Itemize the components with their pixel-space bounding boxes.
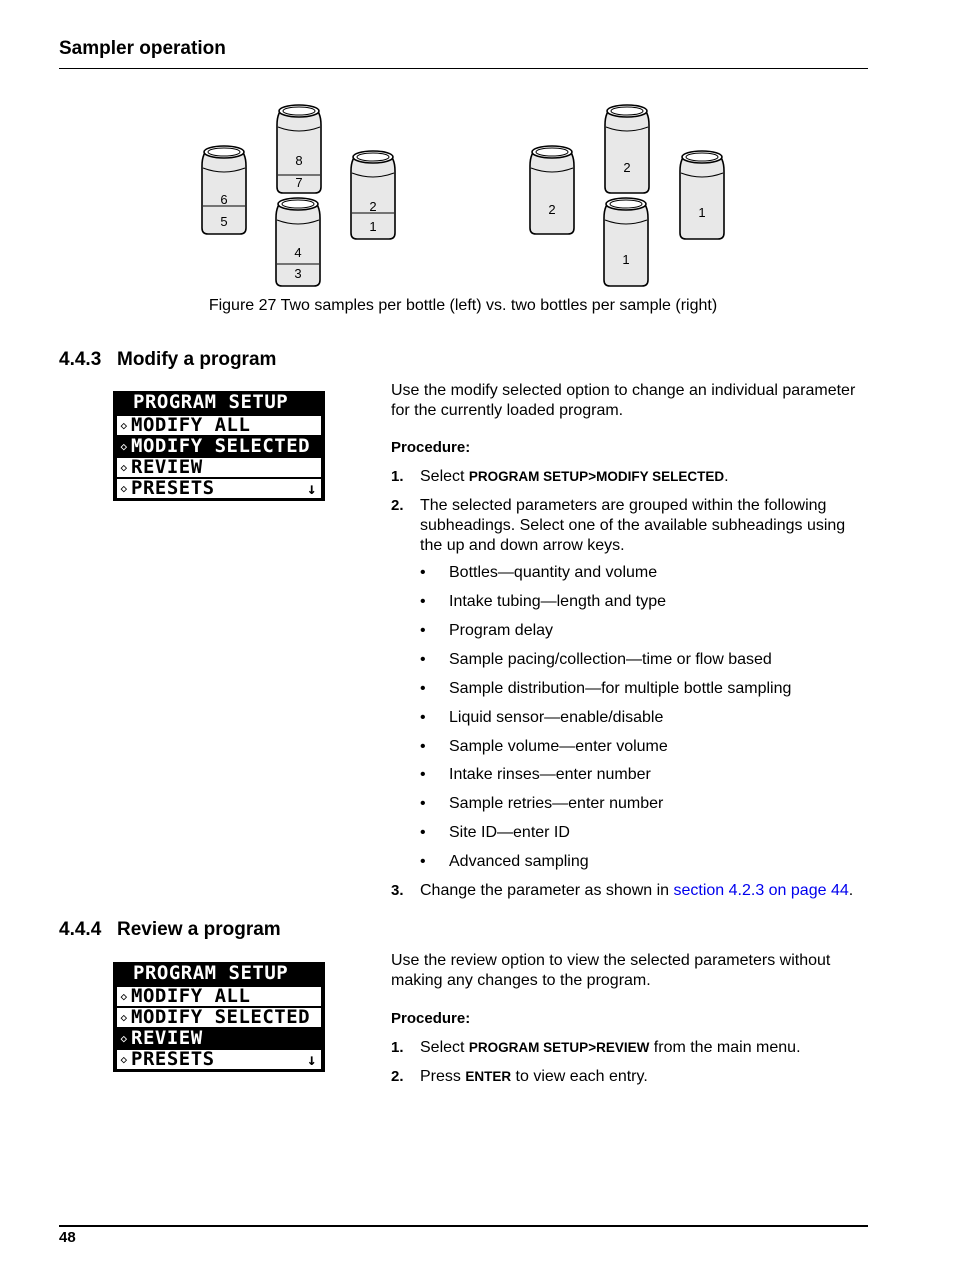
- section-heading-443: [59, 349, 276, 371]
- lcd-option-modify-selected: ◇ MODIFY SELECTED: [117, 437, 321, 456]
- lcd-option-modify-all: ◇ MODIFY ALL: [117, 987, 321, 1006]
- diamond-icon: ◇: [120, 482, 128, 495]
- lcd-option-modify-selected: ◇ MODIFY SELECTED: [117, 1008, 321, 1027]
- arrow-down-icon: ↓: [306, 479, 317, 498]
- page-number: 48: [59, 1229, 76, 1246]
- step-1: 1. Select PROGRAM SETUP>MODIFY SELECTED.: [391, 468, 729, 485]
- header-rule: [59, 68, 868, 69]
- bottle-left-1: [202, 146, 246, 234]
- bottle-left-4: [351, 151, 395, 239]
- bottle-label: 2: [369, 199, 377, 214]
- bottle-label: 7: [295, 175, 303, 190]
- intro-paragraph-444: Use the review option to view the selected parameters without making any changes to the program.: [391, 952, 831, 989]
- lcd-screen-modify: [113, 391, 325, 501]
- bullet-item: • Intake rinses—enter number: [420, 766, 651, 783]
- bullet-item: • Sample distribution—for multiple bottle sampling: [420, 680, 792, 697]
- bullet-item: • Program delay: [420, 622, 554, 639]
- step-2: 2. The selected parameters are grouped within the following subheadings. Select one of the available subheadings using the up and down arrow keys.: [391, 497, 846, 554]
- footer-rule: [59, 1225, 868, 1227]
- bottle-label: 1: [622, 252, 630, 267]
- intro-paragraph-443: Use the modify selected option to change an individual parameter for the currently loaded program.: [391, 382, 856, 419]
- diamond-icon: ◇: [120, 990, 128, 1003]
- section-title: Review a program: [117, 919, 281, 940]
- bottle-label: 1: [369, 219, 377, 234]
- bottle-right-3: [604, 198, 648, 286]
- section-title: Modify a program: [117, 349, 277, 370]
- bottle-label: 8: [295, 153, 303, 168]
- diamond-icon: ◇: [120, 1032, 128, 1045]
- procedure-label: Procedure:: [391, 1010, 471, 1027]
- bottle-label: 6: [220, 192, 228, 207]
- diamond-icon: ◇: [120, 461, 128, 474]
- diamond-icon: ◇: [120, 440, 128, 453]
- procedure-label: Procedure:: [391, 439, 471, 456]
- arrow-down-icon: ↓: [306, 1050, 317, 1069]
- lcd-option-review: ◇ REVIEW: [117, 458, 321, 477]
- diamond-icon: ◇: [120, 419, 128, 432]
- step-2: 2. Press ENTER to view each entry.: [391, 1068, 648, 1085]
- bullet-item: • Site ID—enter ID: [420, 824, 570, 841]
- bottle-label: 3: [294, 266, 302, 281]
- bottle-label: 2: [548, 202, 556, 217]
- figure-caption: Figure 27 Two samples per bottle (left) vs. two bottles per sample (right): [208, 297, 718, 314]
- bottle-figure: [190, 98, 750, 294]
- lcd-screen-review: [113, 962, 325, 1072]
- bottle-label: 1: [698, 205, 706, 220]
- bullet-item: • Sample retries—enter number: [420, 795, 664, 812]
- diamond-icon: ◇: [120, 1053, 128, 1066]
- bottle-label: 2: [623, 160, 631, 175]
- bottle-left-2: [277, 105, 321, 193]
- bottle-right-2: [605, 105, 649, 193]
- bottle-right-1: [530, 146, 574, 234]
- bullet-item: • Bottles—quantity and volume: [420, 564, 658, 581]
- section-number: 4.4.3: [59, 349, 102, 370]
- bottle-right-4: [680, 151, 724, 239]
- lcd-title: PROGRAM SETUP: [133, 962, 289, 984]
- lcd-option-review: ◇ REVIEW: [117, 1029, 321, 1048]
- bullet-item: • Sample pacing/collection—time or flow based: [420, 651, 772, 668]
- bullet-item: • Intake tubing—length and type: [420, 593, 667, 610]
- lcd-title: PROGRAM SETUP: [133, 391, 289, 413]
- bottle-label: 4: [294, 245, 302, 260]
- section-number: 4.4.4: [59, 919, 102, 940]
- bottle-label: 5: [220, 214, 228, 229]
- bullet-item: • Liquid sensor—enable/disable: [420, 709, 664, 726]
- page-header-title: Sampler operation: [59, 38, 226, 59]
- bullet-item: • Advanced sampling: [420, 853, 589, 870]
- bottle-left-3: [276, 198, 320, 286]
- bullet-item: • Sample volume—enter volume: [420, 738, 668, 755]
- lcd-option-modify-all: ◇ MODIFY ALL: [117, 416, 321, 435]
- lcd-option-presets: ◇ PRESETS ↓: [117, 1050, 321, 1069]
- step-3: 3. Change the parameter as shown in section 4.2.3 on page 44.: [391, 882, 854, 899]
- lcd-option-presets: ◇ PRESETS ↓: [117, 479, 321, 498]
- section-link[interactable]: section 4.2.3 on page 44: [673, 882, 849, 899]
- section-heading-444: [59, 919, 281, 941]
- step-1: 1. Select PROGRAM SETUP>REVIEW from the main menu.: [391, 1039, 801, 1056]
- diamond-icon: ◇: [120, 1011, 128, 1024]
